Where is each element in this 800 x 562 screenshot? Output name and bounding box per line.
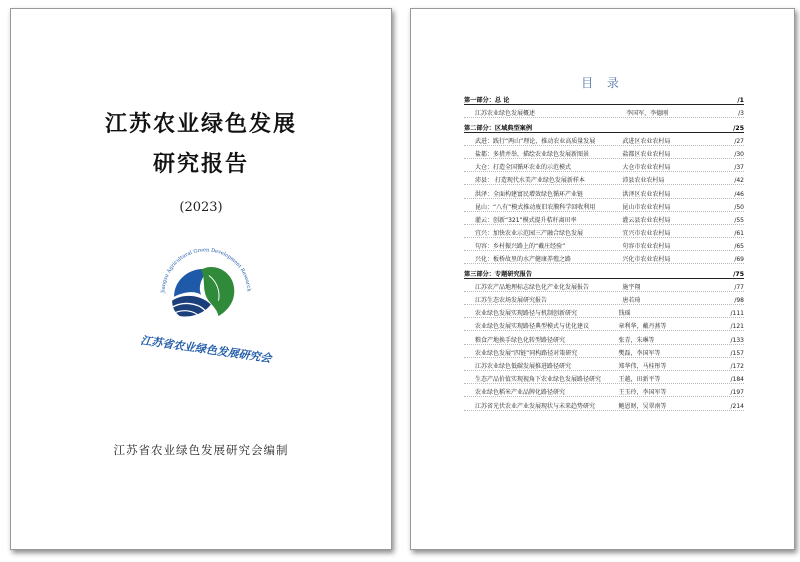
toc-entry-title: 农业绿色发展实现路径典型模式与优化建议: [475, 323, 590, 331]
toc-entry-author: 沛县农业农村局: [622, 177, 665, 185]
toc-entry-author: 昆山市农业农村局: [622, 203, 671, 211]
toc-entry-author: 章利华，戴丹燕等: [618, 323, 667, 331]
logo-chinese-name: 江苏省农业绿色发展研究会: [139, 333, 273, 366]
toc-entry-row: [464, 225, 744, 238]
toc-entry-title: 昆山：“八有”模式推动废旧农膜科学回收利用: [475, 203, 596, 211]
toc-section-page: /25: [733, 124, 744, 132]
toc-entry-row: [464, 345, 744, 358]
logo-ring-text: Jiangsu Agricultural Green Development Research: [160, 247, 252, 294]
toc-heading: 目 录: [581, 76, 624, 90]
cover-page: [10, 8, 392, 550]
toc-entry-author: 樊磊，李国军等: [618, 349, 661, 357]
toc-entry-author: 宜兴市农业农村局: [622, 230, 671, 238]
toc-entry-row: [464, 133, 744, 146]
toc-entry-author: 兴化市农业农村局: [622, 256, 671, 264]
toc-entry-page: /98: [734, 297, 744, 304]
toc-entry-page: /133: [730, 336, 744, 344]
toc-entry-author: 灌云县农业农村局: [622, 216, 671, 224]
toc-entry-title: 农业绿色稻米产业品牌化路径研究: [475, 389, 566, 397]
toc-entry-page: /121: [730, 323, 744, 331]
toc-section-row: [464, 92, 744, 105]
toc-entry-page: /184: [730, 376, 744, 384]
toc-entry-author: 王越，田新平等: [618, 376, 661, 384]
toc-entry-title: 大仓：打造全国循环农业的示范模式: [475, 164, 572, 172]
toc-entry-row: [464, 305, 744, 318]
cover-title-line2: 研究报告: [152, 152, 249, 177]
toc-entry-page: /46: [734, 190, 744, 198]
toc-entry-title: 江苏生态农场发展研究报告: [475, 297, 548, 304]
toc-entry-page: /61: [734, 230, 744, 238]
toc-entry-title: 江苏省光伏农业产业发展现状与未来趋势研究: [475, 402, 596, 410]
toc-entry-page: /157: [730, 349, 744, 357]
toc-entry-title: 兴化：板桥故里的水产健康养殖之路: [475, 256, 572, 264]
toc-entry-page: /172: [730, 362, 744, 370]
toc-entry-page: /69: [734, 256, 744, 264]
toc-entry-author: 张青，朱琳等: [618, 336, 655, 344]
toc-entry-page: /42: [734, 177, 744, 185]
toc-entry-title: 武进：践行“两山”理论，推动农业高质量发展: [475, 137, 596, 145]
toc-entry-row: [464, 185, 744, 198]
toc-entry-page: /30: [734, 150, 744, 158]
toc-entry-title: 生态产品价值实现视角下农业绿色发展路径研究: [475, 376, 602, 384]
toc-section-row: [464, 119, 744, 132]
toc-entry-author: 洪泽区农业农村局: [622, 190, 671, 198]
toc-entry-title: 宜兴：加快农业示范园三产融合绿色发展: [475, 230, 584, 238]
toc-entry-title: 句容：乡村振兴路上的“戴庄经验”: [475, 243, 566, 251]
toc-entry-page: /3: [738, 110, 744, 118]
toc-entry-title: 农业绿色发展“四链”同构路径对策研究: [475, 349, 578, 357]
toc-entry-author: 大仓市农业农村局: [622, 164, 671, 172]
toc-entry-author: 句容市农业农村局: [622, 243, 671, 251]
toc-entry-row: [464, 292, 744, 305]
toc-entry-row: [464, 172, 744, 185]
toc-section-page: /75: [733, 270, 744, 278]
toc-section-title: 第一部分：总 论: [464, 97, 510, 105]
toc-entry-row: [464, 212, 744, 225]
toc-entry-author: 郑华伟，马桂彤等: [618, 362, 667, 370]
toc-page: [410, 8, 795, 550]
toc-entry-author: 鲍恩财，吴翠南等: [618, 402, 667, 410]
toc-entry-page: /77: [734, 283, 744, 291]
toc-entry-title: 沛县： 打造现代水美产业绿色发展新样本: [475, 177, 585, 185]
toc-entry-page: /50: [734, 203, 744, 211]
logo-wave-dark: [172, 296, 211, 317]
toc-section-title: 第三部分：专题研究报告: [464, 270, 533, 278]
toc-entry-page: /197: [730, 389, 744, 397]
toc-entry-row: [464, 238, 744, 251]
toc-entry-row: [464, 384, 744, 397]
toc-entry-author: 武进区农业农村局: [622, 137, 671, 145]
toc-entry-row: [464, 251, 744, 264]
cover-year: (2023): [179, 200, 223, 215]
toc-entry-author: 李国军，李德刚: [626, 110, 669, 118]
association-logo: [147, 233, 263, 349]
toc-entry-row: [464, 358, 744, 371]
toc-entry-row: [464, 105, 744, 118]
toc-entry-row: [464, 199, 744, 212]
toc-entry-title: 灌云：创新“321”模式提升秸秆离田率: [475, 216, 577, 224]
toc-entry-page: /65: [734, 243, 744, 251]
toc-entry-title: 农业绿色发展实现路径与机制创新研究: [475, 310, 578, 318]
cover-title-line1: 江苏农业绿色发展: [104, 112, 297, 137]
toc-entry-row: [464, 318, 744, 331]
toc-entry-row: [464, 146, 744, 159]
toc-entry-author: 唐若琦: [622, 297, 641, 304]
toc-section-page: /1: [737, 97, 744, 105]
toc-entry-page: /214: [730, 402, 744, 410]
toc-entry-page: /111: [730, 310, 744, 318]
toc-list: [464, 91, 744, 411]
toc-entry-author: 盐都区农业农村局: [622, 150, 671, 158]
toc-entry-title: 江苏农业绿色低碳发展推进路径研究: [475, 362, 572, 370]
toc-section-title: 第二部分：区域典型案例: [464, 124, 533, 132]
toc-entry-page: /55: [734, 216, 744, 224]
toc-entry-row: [464, 331, 744, 344]
toc-entry-author: 钱瑶: [618, 310, 631, 318]
toc-entry-title: 粮食产地换手绿色化转型路径研究: [475, 336, 566, 344]
toc-section-row: [464, 265, 744, 278]
toc-entry-row: [464, 279, 744, 292]
toc-entry-title: 盐都：多措并举，描绘农业绿色发展新图景: [475, 150, 590, 158]
toc-entry-page: /37: [734, 164, 744, 172]
toc-entry-title: 江苏农业绿色发展概述: [475, 110, 536, 118]
toc-entry-row: [464, 159, 744, 172]
toc-entry-author: 王玉玲，李国军等: [618, 389, 667, 397]
toc-entry-row: [464, 371, 744, 384]
toc-entry-author: 施宇翔: [622, 283, 641, 291]
toc-entry-page: /27: [734, 137, 744, 145]
cover-publisher: 江苏省农业绿色发展研究会编制: [113, 443, 289, 457]
toc-entry-title: 洪泽：全面构建富民增效绿色循环产业链: [475, 190, 584, 198]
toc-entry-title: 江苏农产品地理标志绿色化产业化发展报告: [475, 283, 590, 291]
toc-entry-row: [464, 397, 744, 410]
